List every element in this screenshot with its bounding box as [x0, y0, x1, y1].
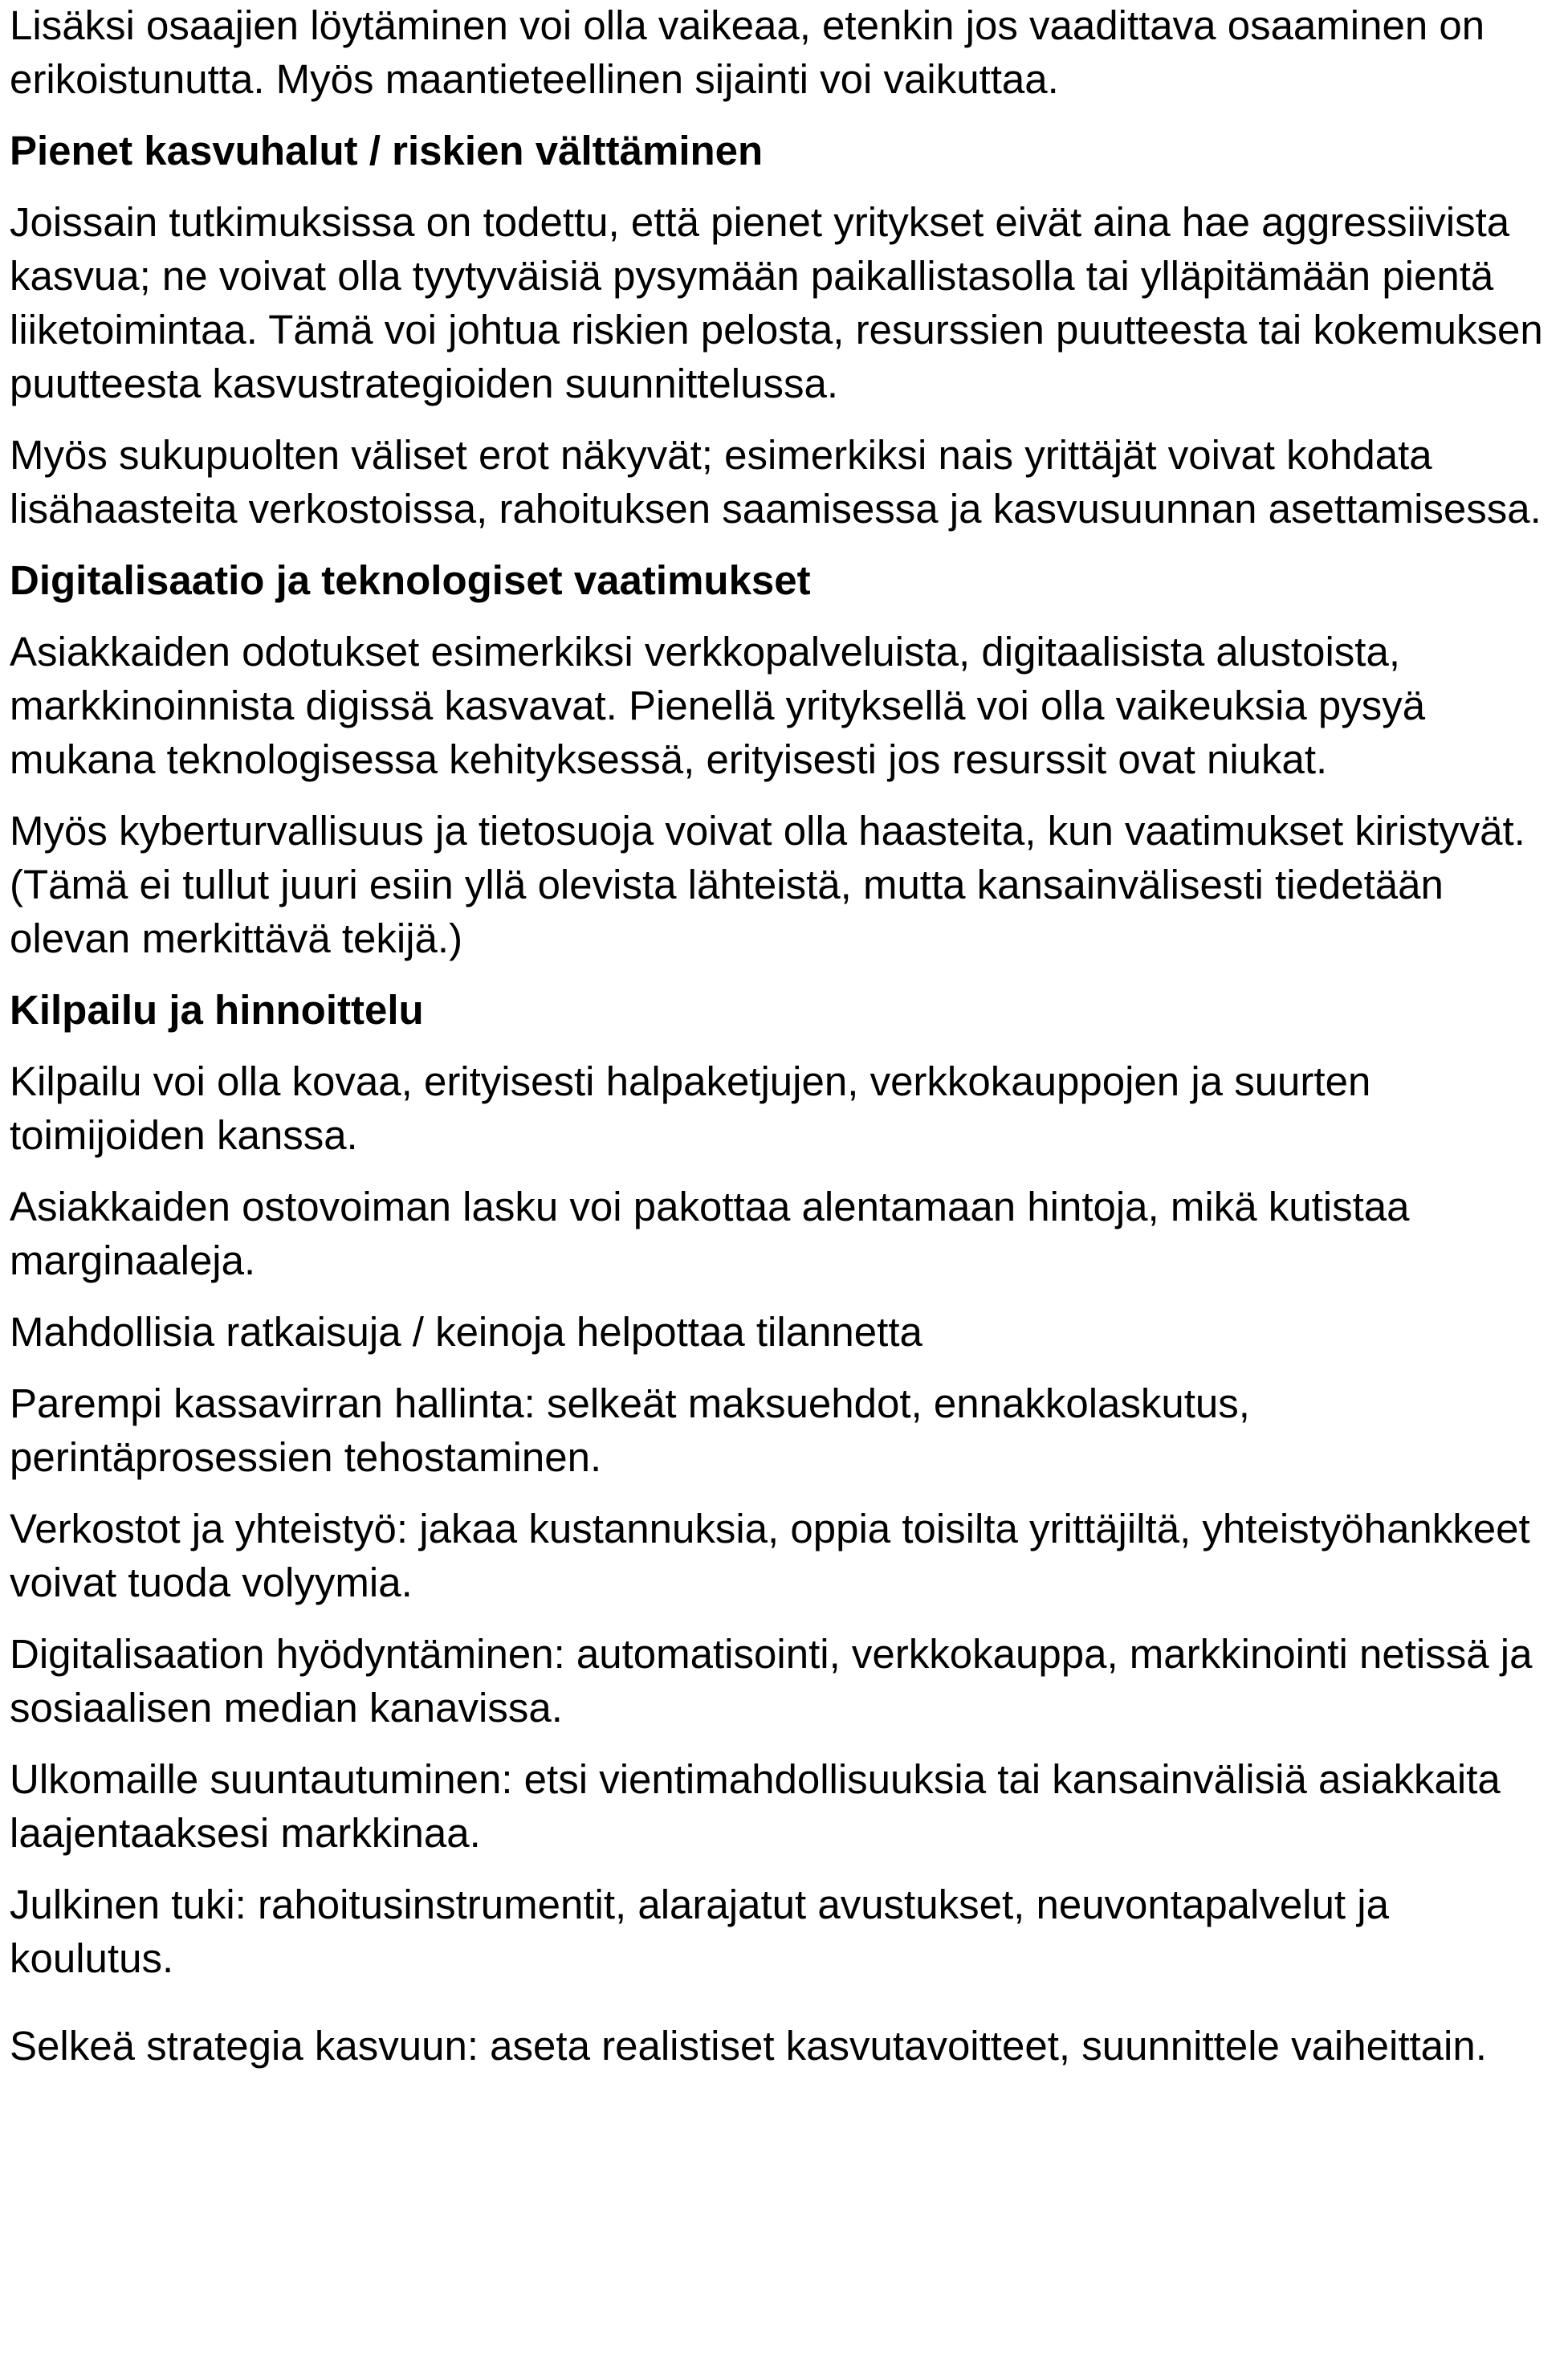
- paragraph-gender-differences: Myös sukupuolten väliset erot näkyvät; esimerkiksi nais yrittäjät voivat kohdata lisähaasteita verkostoissa, rahoituksen saamisessa ja kasvusuunnan asettamisessa.: [10, 432, 1542, 532]
- paragraph-international: Ulkomaille suuntautuminen: etsi vientimahdollisuuksia tai kansainvälisiä asiakkaita laajentaaksesi markkinaa.: [10, 1756, 1501, 1856]
- paragraph-cybersecurity: Myös kyberturvallisuus ja tietosuoja voivat olla haasteita, kun vaatimukset kiristyvät. (Tämä ei tullut juuri esiin yllä olevista lähteistä, mutta kansainvälisesti tiedetään olevan merkittävä tekijä.): [10, 808, 1525, 961]
- paragraph-purchasing-power: Asiakkaiden ostovoiman lasku voi pakottaa alentamaan hintoja, mikä kutistaa marginaaleja.: [10, 1184, 1410, 1283]
- document-body: [10, 0, 1559, 2090]
- paragraph-public-support: Julkinen tuki: rahoitusinstrumentit, alarajatut avustukset, neuvontapalvelut ja koulutus.: [10, 1882, 1389, 1981]
- paragraph-solutions-intro: Mahdollisia ratkaisuja / keinoja helpottaa tilannetta: [10, 1309, 922, 1355]
- heading-growth-risk: Pienet kasvuhalut / riskien välttäminen: [10, 128, 764, 173]
- paragraph-growth-strategy: Selkeä strategia kasvuun: aseta realistiset kasvutavoitteet, suunnittele vaiheittain.: [10, 2023, 1487, 2069]
- paragraph-digitalization-use: Digitalisaation hyödyntäminen: automatisointi, verkkokauppa, markkinointi netissä ja sosiaalisen median kanavissa.: [10, 1631, 1533, 1731]
- paragraph-cashflow: Parempi kassavirran hallinta: selkeät maksuehdot, ennakkolaskutus, perintäprosessien tehostaminen.: [10, 1380, 1250, 1480]
- paragraph-networks: Verkostot ja yhteistyö: jakaa kustannuksia, oppia toisilta yrittäjiltä, yhteistyöhankkeet voivat tuoda volyymia.: [10, 1506, 1530, 1605]
- paragraph-customer-expectations: Asiakkaiden odotukset esimerkiksi verkkopalveluista, digitaalisista alustoista, markkinoinnista digissä kasvavat. Pienellä yrityksellä voi olla vaikeuksia pysyä mukana teknologisessa kehityksessä, erityisesti jos resurssit ovat niukat.: [10, 629, 1426, 782]
- paragraph-competition: Kilpailu voi olla kovaa, erityisesti halpaketjujen, verkkokauppojen ja suurten toimijoiden kanssa.: [10, 1058, 1371, 1158]
- paragraph-growth-research: Joissain tutkimuksissa on todettu, että pienet yritykset eivät aina hae aggressiivista kasvua; ne voivat olla tyytyväisiä pysymään paikallistasolla tai ylläpitämään pientä liiketoimintaa. Tämä voi johtua riskien pelosta, resurssien puutteesta tai kokemuksen puutteesta kasvustrategioiden suunnittelussa.: [10, 199, 1543, 406]
- paragraph-talent-search: Lisäksi osaajien löytäminen voi olla vaikeaa, etenkin jos vaadittava osaaminen on erikoistunutta. Myös maantieteellinen sijainti voi vaikuttaa.: [10, 2, 1485, 102]
- heading-competition: Kilpailu ja hinnoittelu: [10, 987, 424, 1033]
- heading-digitalization: Digitalisaatio ja teknologiset vaatimukset: [10, 557, 811, 603]
